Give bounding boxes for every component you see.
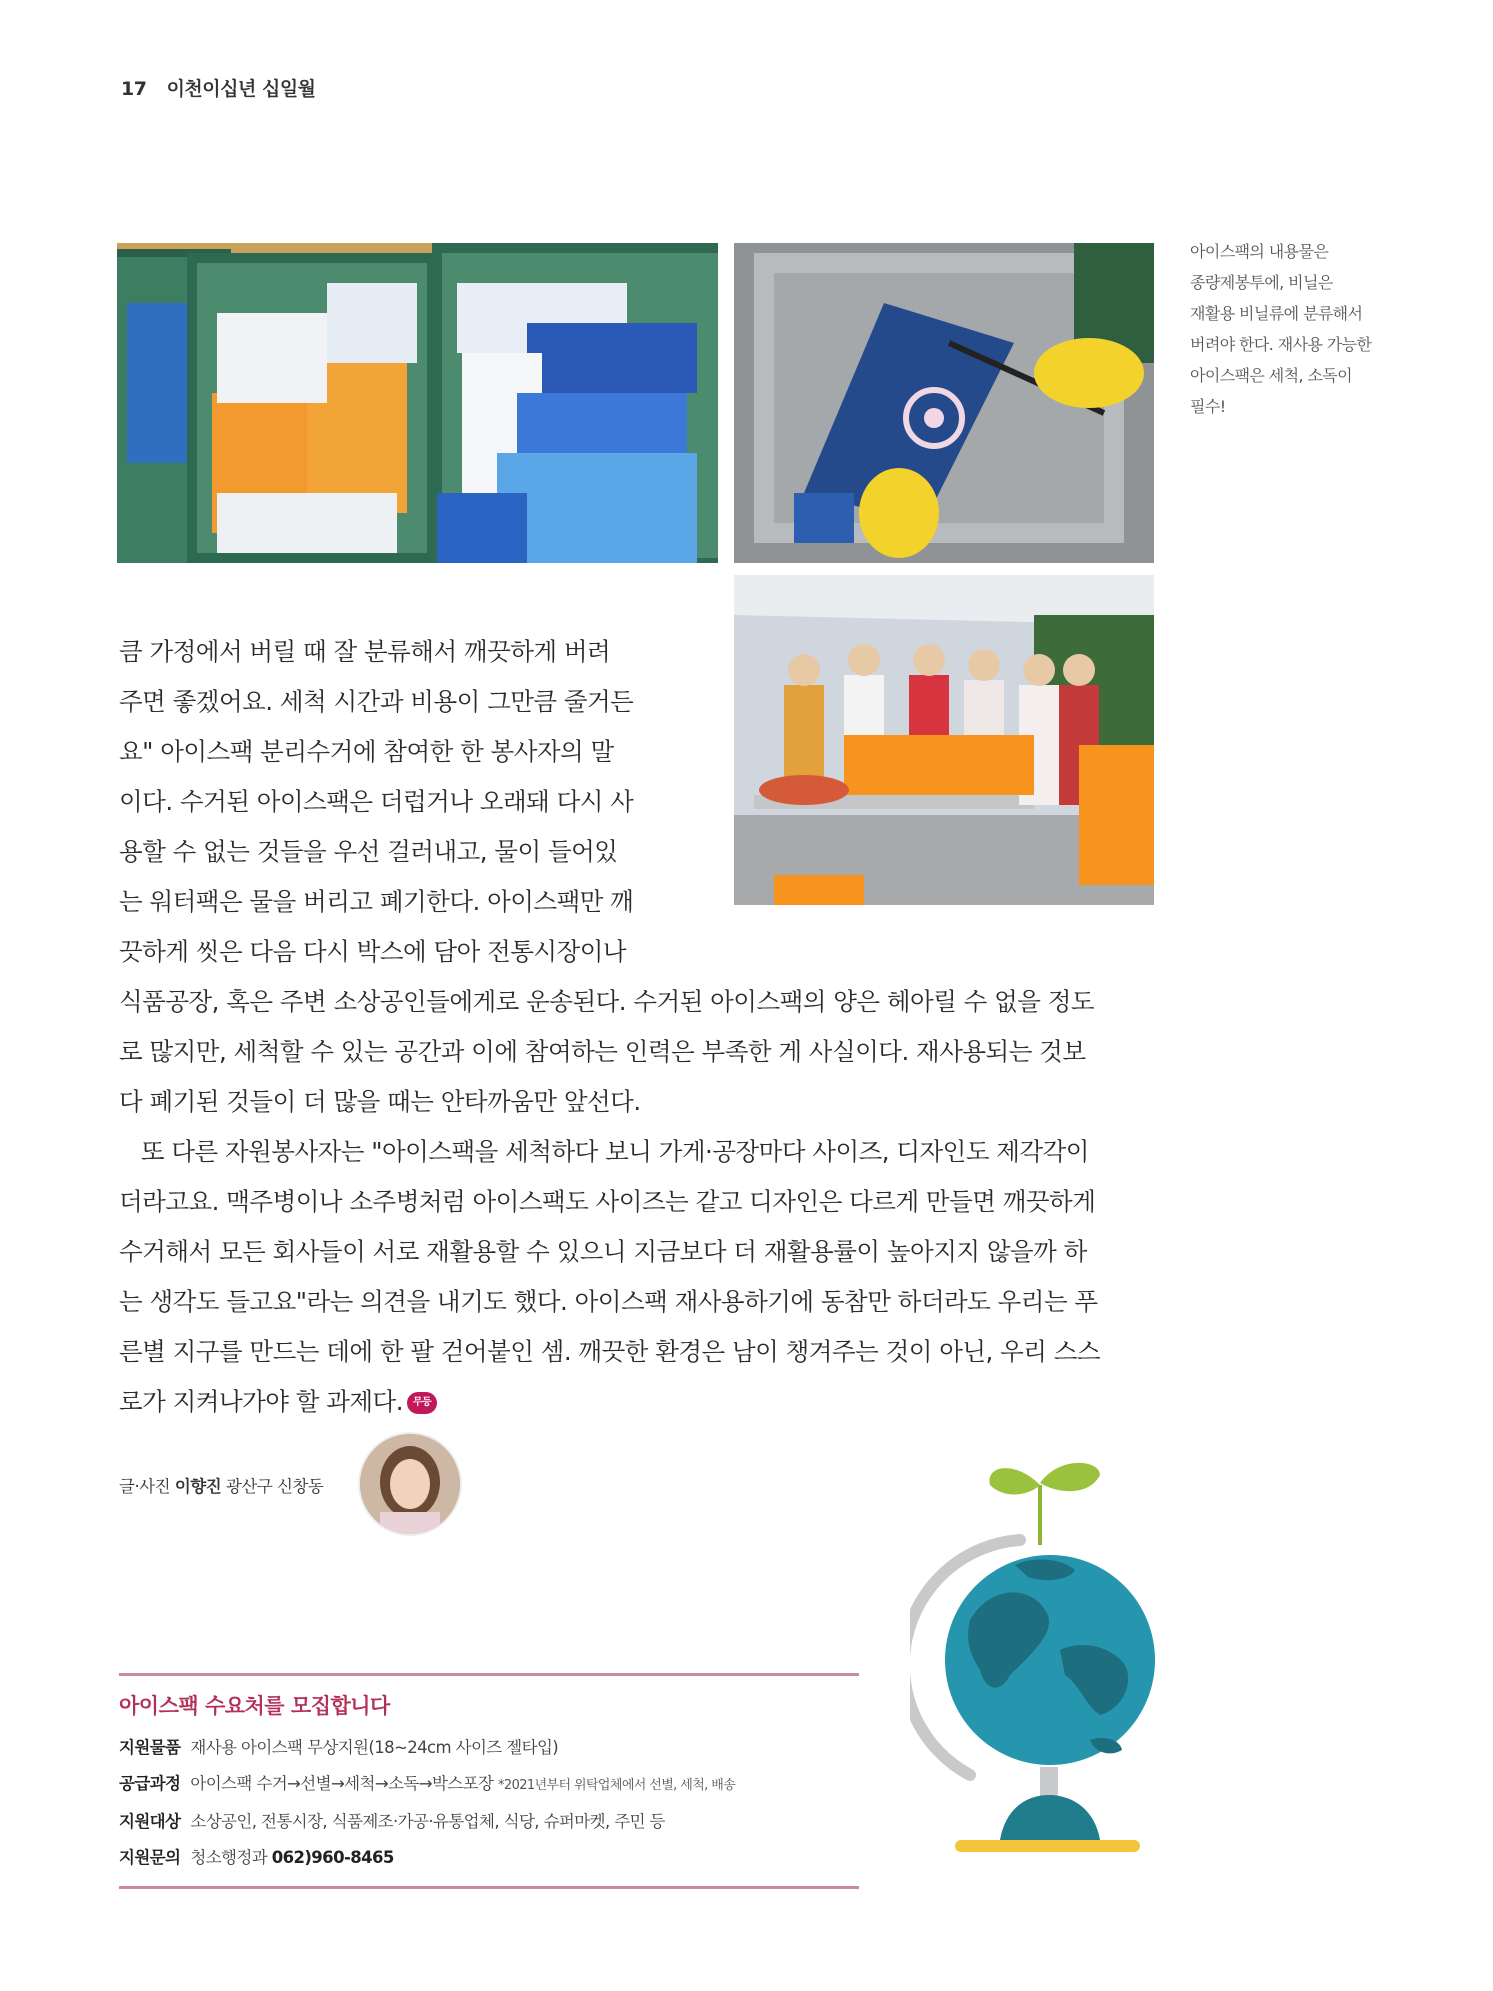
text-line: 또 다른 자원봉사자는 "아이스팩을 세척하다 보니 가게·공장마다 사이즈, 디자인도 제각각이 <box>119 1137 1089 1166</box>
notice-row <box>119 1840 859 1876</box>
cutting-ice-pack-photo <box>734 243 1154 563</box>
body-paragraph-1 <box>119 627 659 977</box>
contact-phone[interactable]: 062)960-8465 <box>271 1848 394 1867</box>
text-line-end: 로가 지켜나가야 할 과제다. <box>119 1387 403 1416</box>
notice-row <box>119 1804 859 1840</box>
text-line: 는 생각도 들고요"라는 의견을 내기도 했다. 아이스팩 재사용하기에 동참만 하더라도 우리는 푸 <box>119 1287 1098 1316</box>
issue-title: 이천이십년 십일월 <box>166 78 316 100</box>
notice-row <box>119 1766 859 1804</box>
text-line: 주면 좋겠어요. 세척 시간과 비용이 그만큼 줄거든 <box>119 687 634 716</box>
notice-bottom-rule <box>119 1886 859 1889</box>
body-paragraph-3 <box>119 1127 1159 1427</box>
author-location: 광산구 신창동 <box>225 1477 324 1496</box>
notice-row-label: 공급과정 <box>119 1774 181 1793</box>
text-line: 이다. 수거된 아이스팩은 더럽거나 오래돼 다시 사 <box>119 787 634 816</box>
text-line: 다 폐기된 것들이 더 많을 때는 안타까움만 앞선다. <box>119 1087 641 1116</box>
text-line: 용할 수 없는 것들을 우선 걸러내고, 물이 들어있 <box>119 837 618 866</box>
text-line: 른별 지구를 만드는 데에 한 팔 걷어붙인 셈. 깨끗한 환경은 남이 챙겨주는 것이 아닌, 우리 스스 <box>119 1337 1101 1366</box>
photo-caption: 아이스팩의 내용물은 종량제봉투에, 비닐은 재활용 비닐류에 분류해서 버려야 한다. 재사용 가능한 아이스팩은 세척, 소독이 필수! <box>1190 242 1372 416</box>
text-line: 식품공장, 혹은 주변 소상공인들에게로 운송된다. 수거된 아이스팩의 양은 헤아릴 수 없을 정도 <box>119 987 1095 1016</box>
notice-row-value: 재사용 아이스팩 무상지원(18~24cm 사이즈 젤타입) <box>190 1738 559 1757</box>
notice-row-value: 청소행정과 <box>190 1848 268 1867</box>
notice-row-value: 소상공인, 전통시장, 식품제조·가공·유통업체, 식당, 슈퍼마켓, 주민 등 <box>190 1812 665 1831</box>
volunteers-photo <box>734 575 1154 905</box>
notice-top-rule <box>119 1673 859 1676</box>
notice-row-note: *2021년부터 위탁업체에서 선별, 세척, 배송 <box>498 1778 736 1793</box>
author-avatar <box>358 1432 462 1536</box>
text-line <box>119 1377 1159 1427</box>
notice-row-label: 지원대상 <box>119 1812 181 1831</box>
text-line: 로 많지만, 세척할 수 있는 공간과 이에 참여하는 인력은 부족한 게 사실이다. 재사용되는 것보 <box>119 1037 1086 1066</box>
text-line: 끗하게 씻은 다음 다시 박스에 담아 전통시장이나 <box>119 937 627 966</box>
text-line: 수거해서 모든 회사들이 서로 재활용할 수 있으니 지금보다 더 재활용률이 높아지지 않을까 하 <box>119 1237 1087 1266</box>
notice-box <box>119 1673 859 1889</box>
text-line: 는 워터팩은 물을 버리고 폐기한다. 아이스팩만 깨 <box>119 887 634 916</box>
text-line: 요" 아이스팩 분리수거에 참여한 한 봉사자의 말 <box>119 737 614 766</box>
notice-row <box>119 1730 859 1766</box>
page-number: 17 <box>121 78 147 100</box>
notice-row-label: 지원물품 <box>119 1738 181 1757</box>
end-mark-icon: 무등 <box>407 1392 437 1414</box>
globe-illustration <box>910 1445 1170 1885</box>
author-name: 이향진 <box>174 1477 222 1496</box>
text-line: 큼 가정에서 버릴 때 잘 분류해서 깨끗하게 버려 <box>119 637 611 666</box>
text-line: 더라고요. 맥주병이나 소주병처럼 아이스팩도 사이즈는 같고 디자인은 다르게 만들면 깨끗하게 <box>119 1187 1096 1216</box>
body-paragraph-2 <box>119 977 1159 1127</box>
notice-title: 아이스팩 수요처를 모집합니다 <box>119 1694 390 1718</box>
notice-row-label: 지원문의 <box>119 1848 181 1867</box>
byline-prefix: 글·사진 <box>119 1477 171 1496</box>
page-header <box>121 74 316 101</box>
ice-pack-crates-photo <box>117 243 718 563</box>
notice-row-value: 아이스팩 수거→선별→세척→소독→박스포장 <box>190 1774 494 1793</box>
byline <box>119 1473 323 1497</box>
